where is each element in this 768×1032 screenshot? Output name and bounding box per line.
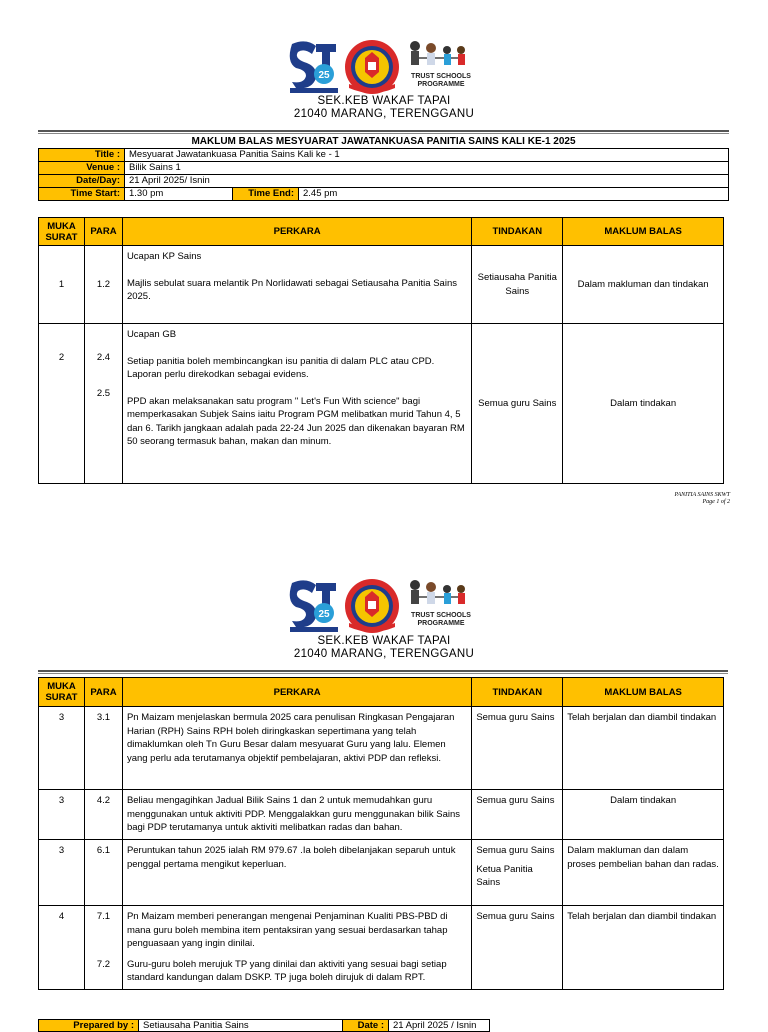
maklum-cell: Dalam makluman dan dalam proses pembelian bahan dan radas. xyxy=(563,840,724,906)
title-rule xyxy=(38,670,728,674)
prepared-label: Prepared by : xyxy=(39,1020,139,1032)
logo-row xyxy=(0,577,768,637)
perkara-text: Guru-guru boleh merujuk TP yang dinilai dan aktiviti yang sesuai bagi setiap standard kandungan dalam DSKP. TP juga boleh dirujuk di dalam RPT. xyxy=(126,958,447,983)
document-title: MAKLUM BALAS MESYUARAT JAWATANKUASA PANITIA SAINS KALI KE-1 2025 xyxy=(191,136,576,147)
muka-cell: 2 xyxy=(39,324,85,484)
tindakan-cell: Semua guru Sains xyxy=(472,790,563,840)
para-cell: 3.1 xyxy=(84,707,122,790)
footer-page: Page 1 of 2 xyxy=(702,499,730,505)
table-row xyxy=(39,246,724,324)
school-header xyxy=(0,635,768,661)
school-name: SEK.KEB WAKAF TAPAI xyxy=(317,635,451,647)
tindakan-cell: Semua guru Sains xyxy=(472,906,563,990)
tindakan-text: Ketua Panitia Sains xyxy=(476,863,533,888)
perkara-text: Pn Maizam memberi penerangan mengenai Penjaminan Kualiti PBS-PBD di mana guru boleh membina item pentaksiran yang sesuai berdasarkan tahap penguasaan yang ingin dinilai. xyxy=(126,911,448,949)
muka-cell: 4 xyxy=(39,906,85,990)
table-row xyxy=(39,324,724,484)
perkara-cell xyxy=(122,906,471,990)
perkara-text: Majlis sebulat suara melantik Pn Norlidawati sebagai Setiausaha Panitia Sains 2025. xyxy=(126,277,457,302)
page-footer xyxy=(675,492,730,506)
para-number: 2.5 xyxy=(96,387,111,399)
table-row xyxy=(39,707,724,790)
col-perkara: PERKARA xyxy=(122,678,471,707)
maklum-cell: Dalam tindakan xyxy=(563,790,724,840)
trust-schools-logo xyxy=(403,38,478,96)
para-cell: 1.2 xyxy=(84,246,122,324)
svg-text:TRUST SCHOOLS: TRUST SCHOOLS xyxy=(411,612,471,619)
perkara-cell: Pn Maizam menjelaskan bermula 2025 cara penulisan Ringkasan Pengajaran Harian (RPH) Sains RPH boleh diringkaskan sepertimana yang telah dimaklumkan oleh Tn Guru Besar dalam mesyuarat Guru yang lalu. Elemen yang perlu ada terutamanya objektif pembelajaran, aktivi PDP dan refleksi. xyxy=(122,707,471,790)
maklum-cell: Telah berjalan dan diambil tindakan xyxy=(563,707,724,790)
trust-schools-logo xyxy=(403,577,478,635)
time-start-value: 1.30 pm xyxy=(125,188,233,201)
prepared-value: Setiausaha Panitia Sains xyxy=(139,1020,343,1032)
time-end-value: 2.45 pm xyxy=(299,188,729,201)
perkara-text: Setiap panitia boleh membincangkan isu panitia di dalam PLC atau CPD. Laporan perlu direkodkan sebagai evidens. xyxy=(126,355,435,380)
prepared-date-value: 21 April 2025 / Isnin xyxy=(389,1020,490,1032)
time-start-label: Time Start: xyxy=(39,188,125,201)
para-number: 7.1 xyxy=(96,911,111,922)
tindakan-cell: Setiausaha Panitia Sains xyxy=(472,246,563,324)
muka-cell: 1 xyxy=(39,246,85,324)
svg-text:25: 25 xyxy=(318,70,330,81)
title-rule xyxy=(38,130,729,134)
col-para: PARA xyxy=(84,218,122,246)
table-row xyxy=(39,790,724,840)
school-name: SEK.KEB WAKAF TAPAI xyxy=(317,95,451,107)
section-heading: Ucapan KP Sains xyxy=(126,251,202,262)
venue-label: Venue : xyxy=(39,162,125,175)
col-muka-surat: MUKA SURAT xyxy=(39,218,85,246)
svg-text:PROGRAMME: PROGRAMME xyxy=(417,81,465,88)
date-value: 21 April 2025/ Isnin xyxy=(125,175,729,188)
venue-value: Bilik Sains 1 xyxy=(125,162,729,175)
maklum-cell: Dalam makluman dan tindakan xyxy=(563,246,724,324)
school-header xyxy=(0,95,768,121)
minutes-table-page1 xyxy=(38,217,724,484)
ts25-logo xyxy=(286,577,342,635)
col-para: PARA xyxy=(84,678,122,707)
para-number: 2.4 xyxy=(96,352,111,363)
para-number: 7.2 xyxy=(96,958,111,970)
perkara-cell: Beliau mengagihkan Jadual Bilik Sains 1 dan 2 untuk memudahkan guru menggunakan untuk aktiviti PDP. Menggalakkan guru menggunakan bilik Sains bagi PDP terutamanya untuk aktiviti melibatkan radas dan bahan. xyxy=(122,790,471,840)
col-tindakan: TINDAKAN xyxy=(472,678,563,707)
time-end-label: Time End: xyxy=(233,188,299,201)
prepared-by-table xyxy=(38,1019,490,1032)
svg-text:TRUST SCHOOLS: TRUST SCHOOLS xyxy=(411,73,471,80)
col-perkara: PERKARA xyxy=(122,218,471,246)
section-heading: Ucapan GB xyxy=(126,329,177,340)
muka-cell: 3 xyxy=(39,707,85,790)
para-cell: 4.2 xyxy=(84,790,122,840)
tindakan-cell: Semua guru Sains xyxy=(472,707,563,790)
minutes-table-page2 xyxy=(38,677,724,990)
col-muka-surat: MUKA SURAT xyxy=(39,678,85,707)
meeting-info-table xyxy=(38,148,729,201)
school-crest-logo xyxy=(343,577,401,635)
title-value: Mesyuarat Jawatankuasa Panitia Sains Kali ke - 1 xyxy=(125,149,729,162)
svg-text:25: 25 xyxy=(318,609,330,620)
prepared-date-label: Date : xyxy=(343,1020,389,1032)
table-row xyxy=(39,906,724,990)
school-address: 21040 MARANG, TERENGGANU xyxy=(293,108,475,120)
school-crest-logo xyxy=(343,38,401,96)
muka-cell: 3 xyxy=(39,840,85,906)
school-address: 21040 MARANG, TERENGGANU xyxy=(293,648,475,660)
date-label: Date/Day: xyxy=(39,175,125,188)
col-maklum-balas: MAKLUM BALAS xyxy=(563,678,724,707)
maklum-cell: Dalam tindakan xyxy=(563,324,724,484)
perkara-cell: Peruntukan tahun 2025 ialah RM 979.67 .Ia boleh dibelanjakan separuh untuk penggal pertama mengikut keperluan. xyxy=(122,840,471,906)
logo-row xyxy=(0,38,768,98)
tindakan-cell: Semua guru Sains xyxy=(472,324,563,484)
tindakan-text: Semua guru Sains xyxy=(476,845,555,856)
para-cell xyxy=(84,906,122,990)
muka-cell: 3 xyxy=(39,790,85,840)
para-cell: 6.1 xyxy=(84,840,122,906)
tindakan-cell xyxy=(472,840,563,906)
perkara-text: PPD akan melaksanakan satu program " Let's Fun With science" bagi memperkasakan Subjek Sains iaitu Program PGM melibatkan murid Tahun 4, 5 dan 6. Tarikh jangkaan adalah pada 22-24 Jun 2025 dan dikenakan bayaran RM 50 seorang termasuk bahan, makan dan minum. xyxy=(126,395,465,447)
maklum-cell: Telah berjalan dan diambil tindakan xyxy=(563,906,724,990)
ts25-logo xyxy=(286,38,342,96)
footer-org: PANITIA SAINS SKWT xyxy=(674,492,730,498)
title-label: Title : xyxy=(39,149,125,162)
perkara-cell xyxy=(122,246,471,324)
para-cell xyxy=(84,324,122,484)
table-row xyxy=(39,840,724,906)
svg-text:PROGRAMME: PROGRAMME xyxy=(417,620,465,627)
perkara-cell xyxy=(122,324,471,484)
col-maklum-balas: MAKLUM BALAS xyxy=(563,218,724,246)
col-tindakan: TINDAKAN xyxy=(472,218,563,246)
